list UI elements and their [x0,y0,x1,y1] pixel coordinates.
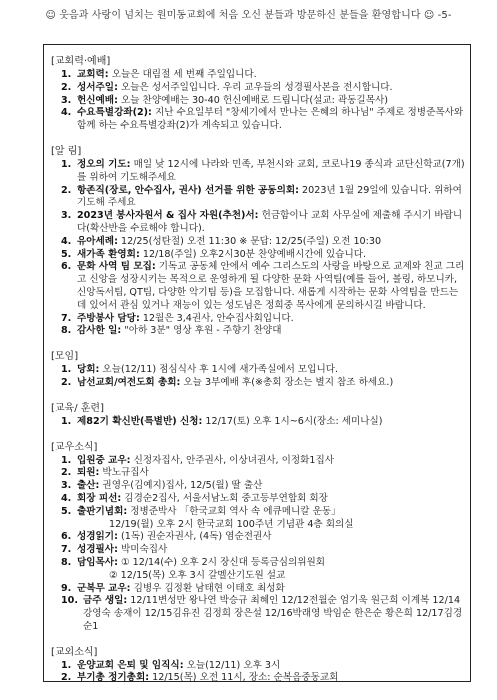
item-number: 9. [61,582,72,594]
item-text: (1독) 권순자권사, (4독) 염순전권사 [117,531,272,543]
list-item [51,364,466,377]
item-text: 김경순2집사, 서울서남노회 중고등부연합회 회장 [121,492,328,504]
section-title: [모임] [51,351,79,363]
section-title: [교회력·예배] [51,56,111,67]
item-text: 김병우 김정환 남태현 이태호 최성화 [130,582,285,594]
item-label: 성경필사: [77,544,118,556]
list-item [51,672,466,685]
item-number: 2. [61,184,72,196]
item-number: 3. [61,480,72,492]
item-number: 2. [61,467,72,479]
item-label: 제82기 확신반(특별반) 신청: [77,415,203,427]
section-title: [교외소식] [51,646,98,658]
item-number: 2. [61,376,72,388]
item-label: 출판기념회: [77,505,128,517]
list-item [51,261,466,312]
list-item [51,107,466,133]
list-item [51,480,466,493]
item-label: 정오의 기도: [77,158,131,170]
item-number: 3. [61,210,72,222]
page-header: ☺ 웃음과 사랑이 넘치는 원미동교회에 처음 오신 분들과 방문하신 분들을 환영합니다 ☺ -5- [45,10,452,21]
section-meeting [51,347,466,390]
list-item [51,467,466,480]
item-number: 8. [61,325,72,337]
item-text: 기독교 공동체 안에서 예수 그리스도의 사랑을 바탕으로 교제와 친교 그리고 신앙을 성장시키는 목적으로 운영하게 될 다양한 문화 사역팀(예를 들어, 볼링, 하모니카, 신앙독서팀, QT팀, 다양한 악기팀 등)을 모집합니다. 새롭게 시작하는 문화 사역팀을 만드는데 있어서 관심 있거나 재능이 있는 성도님은 정희중 목사에게 문의하시길 바랍니다. [77,261,465,311]
list-item [51,159,466,185]
list-item [51,249,466,262]
item-text: 오늘(12/11) 점심식사 후 1시에 새가족실에서 모입니다. [99,364,339,376]
item-text: 신정자집사, 안주권사, 이상녀권사, 이정화1집사 [130,454,335,466]
item-label: 부기총 정기총회: [77,672,150,684]
item-number: 7. [61,312,72,324]
item-label: 입원중 교우: [77,454,131,466]
item-number: 1. [61,659,72,671]
item-number: 5. [61,505,72,517]
item-label: 주방봉사 담당: [77,312,140,324]
item-label: 문화 사역 팀 모집: [77,261,156,273]
item-number: 5. [61,248,72,260]
item-text: 12/25(성탄절) 오전 11:30 ※ 문답: 12/25(주일) 오전 10:30 [117,235,382,247]
item-text: 2023년 1월 29일에 있습니다. 위하여 기도해 주세요 [77,184,462,209]
list-item [51,377,466,390]
item-number: 4. [61,107,72,119]
section-title: [알 림] [51,145,82,157]
item-label: 성서주일: [77,81,118,93]
bulletin-content [51,52,466,694]
list-item [51,595,466,633]
section-notice [51,142,466,338]
item-label: 새가족 환영회: [77,248,140,260]
list-item [51,544,466,557]
list-item [51,660,466,673]
item-number: 1. [61,69,72,80]
pastor-schedule-detail: ② 12/15(목) 오후 3시 갈멜산기도원 설교 [109,569,286,581]
item-number: 7. [61,544,72,556]
item-number: 1. [61,415,72,427]
list-item [51,531,466,544]
item-text: 오늘(12/11) 오후 3시 [183,659,281,671]
item-text: ① 12/14(수) 오후 2시 장신대 등록금심의위원회 [117,556,326,568]
item-label: 헌신예배: [77,94,118,106]
item-text: 12/11변성만 왕나연 박승규 최혜인 12/12전월순 엄기욱 원근희 이계복 12/14강영숙 송재이 12/15김유진 김정희 장은설 12/16박래영 박임순 한은순 황은희 12/17김경순1 [83,595,463,632]
section-title: [교우소식] [51,441,98,453]
section-members [51,438,466,634]
item-number: 1. [61,364,72,376]
item-label: 군복무 교우: [77,582,131,594]
list-item [51,416,466,429]
item-number: 6. [61,261,72,273]
list-item [51,82,466,95]
list-item [51,313,466,326]
section-worship [51,52,466,133]
item-label: 남선교회/여전도회 총회: [77,376,181,388]
item-number: 1. [61,454,72,466]
item-label: 당회: [77,364,100,376]
item-label: 수요특별강좌(2): [77,107,152,119]
item-number: 2. [61,672,72,684]
item-number: 8. [61,556,72,568]
item-number: 4. [61,492,72,504]
list-item [51,506,466,519]
item-text: 정병준박사 「한국교회 역사 속 에큐메니칼 운동」 [127,505,341,517]
item-label: 성경읽기: [77,531,118,543]
list-item [51,557,466,570]
list-item [51,455,466,468]
list-item [51,583,466,596]
list-item [51,185,466,211]
section-title: [교육/ 훈련] [51,402,104,414]
item-number: 10. [61,595,78,607]
item-text: 박미숙집사 [117,544,168,556]
item-label: 담임목사: [77,556,118,568]
item-text: 박노규집사 [99,467,149,479]
item-text: 매일 낮 12시에 나라와 민족, 부천시와 교회, 코로나19 종식과 교단신학교(7개)를 위하여 기도해주세요 [77,158,465,183]
item-label: 2023년 봉사자원서 & 집사 자원(추천)서: [77,210,259,222]
list-item [51,69,466,82]
item-text: 헌금함이나 교회 사무실에 제출해 주시기 바랍니다(확산반을 수료해야 합니다). [77,210,463,234]
list-item [51,493,466,506]
list-item [51,210,466,236]
list-item [51,325,466,338]
list-item [51,95,466,108]
item-text: 오늘 찬양예배는 30-40 헌신예배로 드립니다(설교: 곽동길목사) [117,94,388,106]
item-label: 감사한 일: [77,325,122,337]
item-label: 퇴원: [77,467,100,479]
item-text: 12월은 3,4권사, 안수집사회입니다. [139,312,294,324]
item-label: 금주 생일: [83,595,128,607]
item-label: 회장 피선: [77,492,122,504]
item-label: 출산: [77,480,100,492]
list-item [51,236,466,249]
item-text: 12/17(토) 오후 1시~6시(장소: 세미나실) [202,415,383,427]
section-external [51,643,466,686]
section-education [51,399,466,429]
item-text: 12/15(목) 오전 11시, 장소: 순복음중동교회 [149,672,339,684]
item-label: 운양교회 은퇴 및 임직식: [77,659,184,671]
item-number: 4. [61,235,72,247]
item-text: 오늘 3부예배 후(※총회 장소는 별지 참조 하세요.) [180,376,394,388]
item-label: 항존직(장로, 안수집사, 권사) 선거를 위한 공동의회: [77,184,299,196]
item-label: 교회력: [77,69,109,80]
item-label: 유아세례: [77,235,118,247]
item-text: 오늘은 성서주일입니다. 우리 교우들의 성경필사본을 전시합니다. [117,81,393,93]
item-text: 지난 수요일부터 "창세기에서 만나는 은혜의 하나님" 주제로 정병준목사와 함께 하는 수요특별강좌(2)가 계속되고 있습니다. [77,107,464,132]
item-text: "아하 3분" 영상 후원 - 주향기 찬양대 [121,325,282,337]
item-text: 권영우(김예지)집사, 12/5(월) 딸 출산 [99,480,263,492]
item-text: 12/18(주일) 오후2시30분 찬양예배시간에 있습니다. [139,248,367,260]
publication-event-detail: 12/19(월) 오후 2시 한국교회 100주년 기념관 4층 회의실 [109,518,354,530]
item-number: 2. [61,81,72,93]
item-number: 3. [61,94,72,106]
item-text: 오늘은 대림절 세 번째 주일입니다. [108,69,257,80]
item-number: 6. [61,531,72,543]
item-number: 1. [61,158,72,170]
